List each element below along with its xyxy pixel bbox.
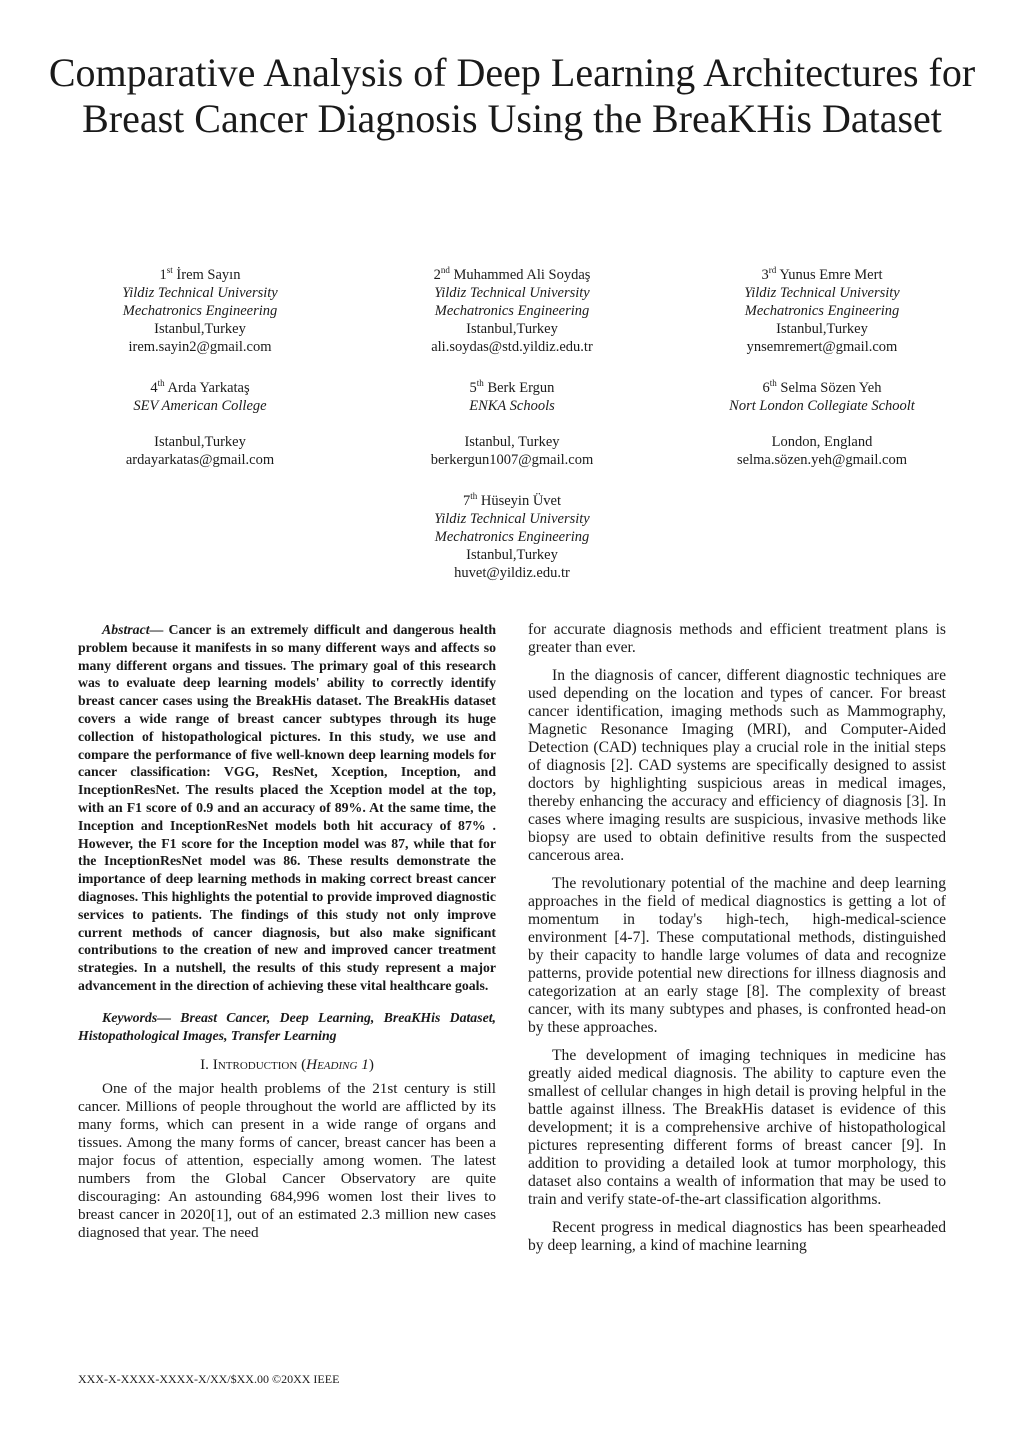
- author-organization: Yildiz Technical University: [122, 285, 278, 301]
- author-name-line: 3rd Yunus Emre Mert: [761, 265, 883, 283]
- author-block: [362, 492, 662, 582]
- abstract-label: Abstract: [102, 622, 150, 637]
- author-name-line: 4th Arda Yarkataş: [150, 378, 250, 396]
- author-organization: Yildiz Technical University: [744, 285, 900, 301]
- author-block: [672, 379, 972, 469]
- paper-title: Comparative Analysis of Deep Learning Architectures for Breast Cancer Diagnosis Using the BreaKHis Dataset: [48, 50, 976, 141]
- author-block: [672, 266, 972, 356]
- author-email: berkergun1007@gmail.com: [430, 452, 594, 468]
- author-name-line: 6th Selma Sözen Yeh: [762, 378, 882, 396]
- author-city: Istanbul, Turkey: [464, 434, 560, 450]
- copyright-footer: XXX-X-XXXX-XXXX-X/XX/$XX.00 ©20XX IEEE: [78, 1372, 340, 1386]
- author-department: [672, 415, 972, 433]
- body-paragraph: The development of imaging techniques in medicine has greatly aided medical diagnosis. The ability to capture even the smallest of cellular changes in high detail is proving helpful in the battle against illness. The BreakHis dataset is evidence of this development; it is a comprehensive archive of histopathological pictures representing different forms of breast cancer [9]. In addition to providing a detailed look at tumor morphology, this dataset also contains a wealth of information that may be used to train and verify state-of-the-art classification algorithms.: [528, 1047, 946, 1208]
- author-email: huvet@yildiz.edu.tr: [454, 565, 570, 581]
- left-column: [78, 621, 496, 1252]
- author-name-line: 2nd Muhammed Ali Soydaş: [433, 265, 591, 283]
- abstract-text: Cancer is an extremely difficult and dangerous health problem because it manifests in so many different ways and affects so many different organs and tissues. The primary goal of this research was to evaluate deep learning models' ability to correctly identify breast cancer cases using the BreakHis dataset. The BreakHis dataset covers a wide range of breast cancer subtypes through its huge collection of histopathological pictures. In this study, we use and compare the performance of five well-known deep learning models for cancer classification: VGG, ResNet, Xception, Inception, and InceptionResNet. The results placed the Xception model at the top, with an F1 score of 0.9 and an accuracy of 89%. At the same time, the Inception and InceptionResNet models both hit accuracy of 87% . However, the F1 score for the Inception model was 87, while that for the InceptionResNet model was 86. These results demonstrate the importance of deep learning methods in making correct breast cancer diagnoses. This highlights the potential to provide improved diagnostic services to patients. The findings of this study not only improve current methods of cancer diagnosis, but also make significant contributions to the creation of new and improved cancer treatment strategies. In a nutshell, the results of this study represent a major advancement in the direction of achieving these vital healthcare goals.: [78, 622, 496, 993]
- author-block: [50, 266, 350, 356]
- author-city: Istanbul,Turkey: [154, 321, 246, 337]
- author-department: Mechatronics Engineering: [122, 303, 278, 319]
- author-email: irem.sayin2@gmail.com: [128, 339, 272, 355]
- section-heading: I. Introduction (Heading 1): [200, 1056, 374, 1074]
- intro-paragraph: One of the major health problems of the 21st century is still cancer. Millions of people throughout the world are afflicted by its many forms, which can present in a wide range of organs and tissues. Among the many forms of cancer, breast cancer has been a major focus of attention, especially among women. The latest numbers from the Global Cancer Observatory are quite discouraging: An astounding 684,996 women lost their lives to breast cancer in 2020[1], out of an estimated 2.3 million new cases diagnosed that year. The need: [78, 1080, 496, 1242]
- author-email: ardayarkatas@gmail.com: [125, 452, 275, 468]
- author-block: [362, 379, 662, 469]
- author-organization: Yildiz Technical University: [434, 511, 590, 527]
- right-column: [528, 621, 946, 1265]
- body-paragraph: for accurate diagnosis methods and efficient treatment plans is greater than ever.: [528, 621, 946, 656]
- author-block: [362, 266, 662, 356]
- author-organization: ENKA Schools: [469, 398, 555, 414]
- author-department: Mechatronics Engineering: [744, 303, 900, 319]
- body-paragraph: In the diagnosis of cancer, different diagnostic techniques are used depending on the location and types of cancer. For breast cancer identification, imaging methods such as Mammography, Magnetic Resonance Imaging (MRI), and Computer-Aided Detection (CAD) techniques play a crucial role in the initial steps of diagnosis [2]. CAD systems are specifically designed to assist doctors by highlighting suspicious areas in medical images, thereby enhancing the accuracy and efficiency of diagnosis [3]. In cases where imaging results are suspicious, invasive methods like biopsy are used to obtain definitive results from the suspected cancerous area.: [528, 667, 946, 864]
- body-paragraph: The revolutionary potential of the machine and deep learning approaches in the field of medical diagnostics is getting a lot of momentum in today's high-tech, high-medical-science environment [4-7]. These computational methods, distinguished by their capacity to handle large volumes of data and recognize patterns, provide potential new directions for illness diagnosis and categorization at an early stage [8]. The complexity of breast cancer, with its many subtypes and phases, is confronted head-on by these approaches.: [528, 875, 946, 1036]
- abstract-dash: —: [149, 622, 164, 637]
- author-name-line: 7th Hüseyin Üvet: [462, 491, 562, 509]
- author-city: Istanbul,Turkey: [466, 321, 558, 337]
- author-organization: SEV American College: [133, 398, 267, 414]
- author-department: [50, 415, 350, 433]
- author-city: London, England: [771, 434, 873, 450]
- author-organization: Yildiz Technical University: [434, 285, 590, 301]
- body-paragraph: Recent progress in medical diagnostics has been spearheaded by deep learning, a kind of machine learning: [528, 1219, 946, 1254]
- author-city: Istanbul,Turkey: [776, 321, 868, 337]
- author-name-line: 1st İrem Sayın: [159, 265, 241, 283]
- keywords: Keywords— Breast Cancer, Deep Learning, BreaKHis Dataset, Histopathological Images, Transfer Learning: [78, 1009, 496, 1043]
- author-department: Mechatronics Engineering: [434, 529, 590, 545]
- author-email: ynsemremert@gmail.com: [746, 339, 898, 355]
- author-department: Mechatronics Engineering: [434, 303, 590, 319]
- author-city: Istanbul,Turkey: [154, 434, 246, 450]
- author-email: selma.sözen.yeh@gmail.com: [737, 452, 907, 468]
- author-organization: Nort London Collegiate Schoolt: [729, 398, 915, 414]
- author-block: [50, 379, 350, 469]
- abstract: [78, 621, 496, 995]
- author-email: ali.soydas@std.yildiz.edu.tr: [431, 339, 593, 355]
- author-department: [362, 415, 662, 433]
- author-name-line: 5th Berk Ergun: [469, 378, 555, 396]
- author-city: Istanbul,Turkey: [466, 547, 558, 563]
